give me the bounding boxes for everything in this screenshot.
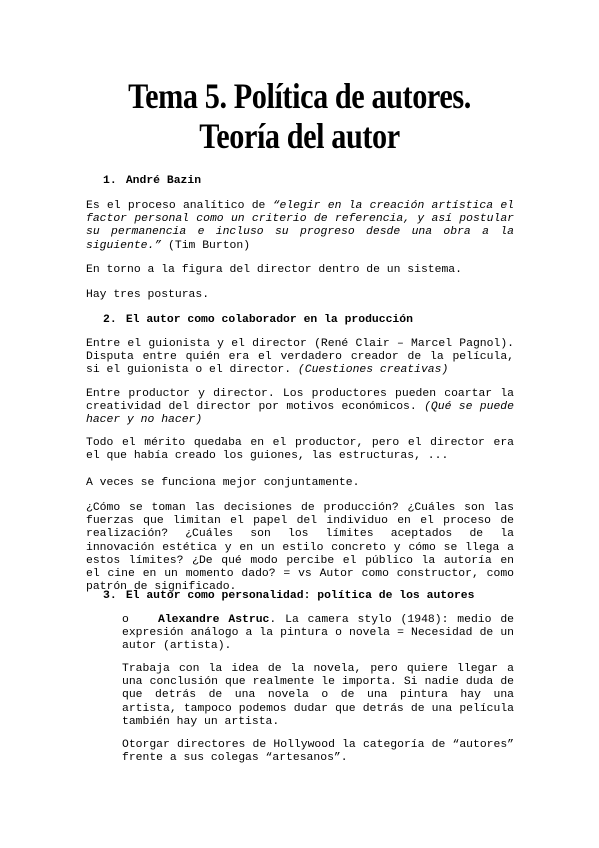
author-name: Alexandre Astruc xyxy=(158,614,270,626)
page-title-line-1: Tema 5. Política de autores. xyxy=(128,76,471,116)
italic-note: (Cuestiones creativas) xyxy=(297,364,449,377)
italic-note: (Qué se puede hacer y no hacer) xyxy=(86,401,514,427)
paragraph-bazin-definition xyxy=(86,200,514,253)
paragraph-astruc xyxy=(122,614,514,654)
text-run: Entre el guionista y el director (René Clair – Marcel Pagnol). Disputa entre quién era el verdadero creador de la película, si el guionista o el director. xyxy=(86,338,514,377)
paragraph xyxy=(86,338,514,378)
paragraph: Todo el mérito quedaba en el productor, pero el director era el que había creado los guiones, las estructuras, ... xyxy=(86,437,514,463)
section-heading-2 xyxy=(103,314,413,327)
text-run: (Tim Burton) xyxy=(161,239,251,252)
bullet: o xyxy=(122,614,129,626)
paragraph: Otorgar directores de Hollywood la categoría de “autores” frente a sus colegas “artesanos”. xyxy=(122,739,514,765)
section-title: André Bazin xyxy=(125,175,202,187)
paragraph: A veces se funciona mejor conjuntamente. xyxy=(86,477,360,489)
text-run: . La camera stylo (1948): medio de expresión análogo a la pintura o novela = Necesidad de un autor (artista). xyxy=(122,614,514,653)
section-number: 2. xyxy=(103,314,117,326)
paragraph: En torno a la figura del director dentro de un sistema. xyxy=(86,264,462,276)
paragraph: ¿Cómo se toman las decisiones de producción? ¿Cuáles son las fuerzas que limitan el papel del individuo en el proceso de realización? ¿Cuáles son los límites aceptados de la innovación estética y en un estilo concreto y cómo se llega a estos límites? ¿De qué modo percibe el público la autoría en el cine en un momento dado? = vs Autor como constructor, como patrón de significado. xyxy=(86,502,514,594)
section-heading-1 xyxy=(103,175,201,188)
text-run: Es el proceso analítico de xyxy=(86,200,273,212)
section-title: El autor como colaborador en la producción xyxy=(125,314,413,326)
page-title-line-2: Teoría del autor xyxy=(199,116,400,156)
paragraph: Trabaja con la idea de la novela, pero quiere llegar a una conclusión que realmente le importa. Si nadie duda de que detrás de una novela o de una pintura hay una artista, tampoco podemos dudar que detrás de una película también hay un artista. xyxy=(122,663,514,728)
section-heading-3 xyxy=(103,590,474,603)
section-number: 1. xyxy=(103,175,117,187)
section-title: El autor como personalidad: política de los autores xyxy=(125,590,475,602)
text-run: Entre productor y director. Los productores pueden coartar la creatividad del director por motivos económicos. xyxy=(86,388,514,414)
paragraph: Hay tres posturas. xyxy=(86,289,210,301)
section-number: 3. xyxy=(103,590,117,602)
quote-text: “elegir en la creación artística el factor personal como un criterio de referencia, y así postular su permanencia e incluso su progreso desde una obra a la siguiente.” xyxy=(86,200,514,252)
paragraph xyxy=(86,388,514,428)
